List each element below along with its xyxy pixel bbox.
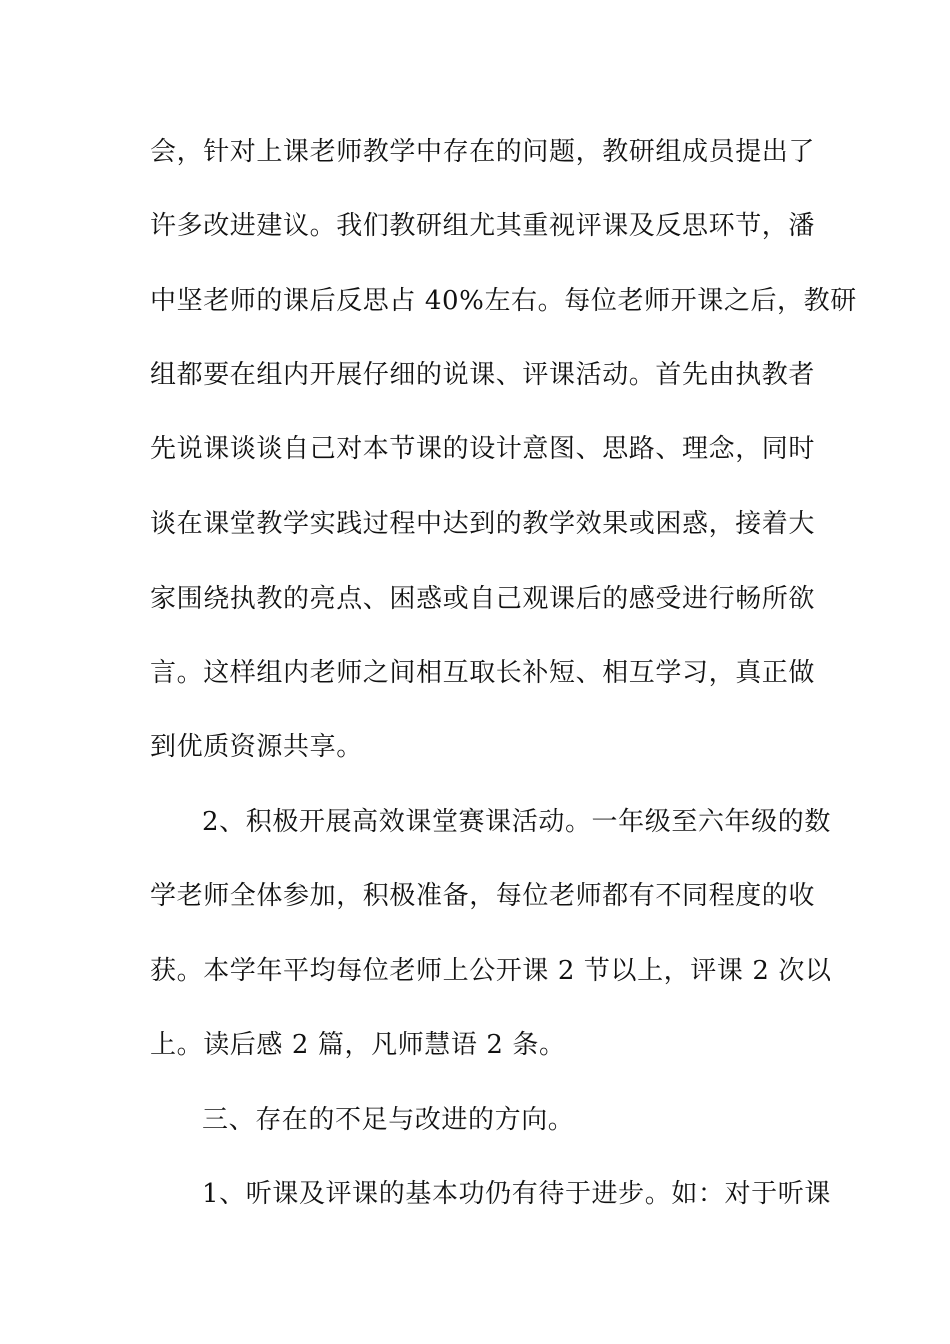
text-line-13: 上。读后感 2 篇，凡师慧语 2 条。: [150, 1030, 566, 1060]
text-line-4: 组都要在组内开展仔细的说课、评课活动。首先由执教者: [150, 360, 816, 390]
text-line-15: 1、听课及评课的基本功仍有待于进步。如：对于听课: [202, 1179, 831, 1209]
text-line-1: 会，针对上课老师教学中存在的问题，教研组成员提出了: [150, 137, 816, 167]
text-line-12: 获。本学年平均每位老师上公开课 2 节以上，评课 2 次以: [150, 956, 832, 986]
text-line-7: 家围绕执教的亮点、困惑或自己观课后的感受进行畅所欲: [150, 584, 816, 614]
text-line-3: 中坚老师的课后反思占 40%左右。每位老师开课之后，教研: [150, 286, 857, 316]
text-line-5: 先说课谈谈自己对本节课的设计意图、思路、理念，同时: [150, 434, 816, 464]
text-line-9: 到优质资源共享。: [150, 732, 363, 762]
section-heading: 三、存在的不足与改进的方向。: [202, 1105, 575, 1135]
text-line-10: 2、积极开展高效课堂赛课活动。一年级至六年级的数: [202, 807, 831, 837]
text-line-11: 学老师全体参加，积极准备，每位老师都有不同程度的收: [150, 881, 816, 911]
text-line-6: 谈在课堂教学实践过程中达到的教学效果或困惑，接着大: [150, 509, 816, 539]
text-line-2: 许多改进建议。我们教研组尤其重视评课及反思环节，潘: [150, 211, 816, 241]
text-line-8: 言。这样组内老师之间相互取长补短、相互学习，真正做: [150, 658, 816, 688]
